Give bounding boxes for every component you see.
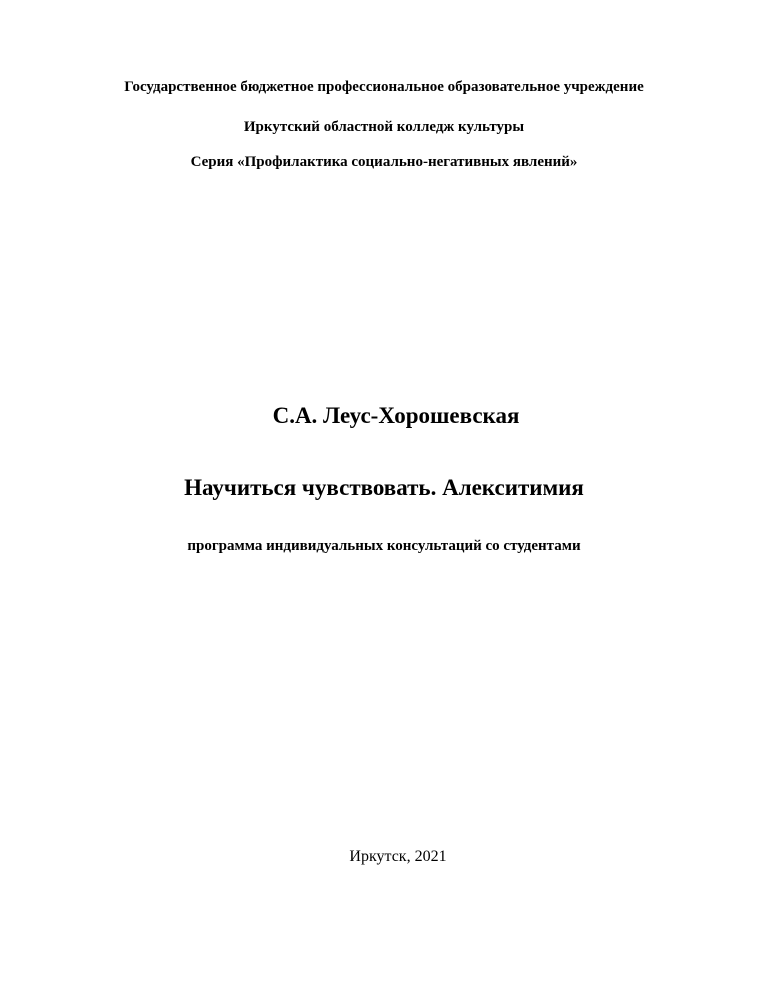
institution-name: Государственное бюджетное профессиональное образовательное учреждение (124, 79, 644, 95)
author-name: С.А. Леус-Хорошевская (272, 403, 520, 428)
document-title: Научиться чувствовать. Алекситимия (184, 475, 584, 500)
series-name: Серия «Профилактика социально-негативных явлений» (190, 154, 578, 170)
document-subtitle: программа индивидуальных консультаций со студентами (187, 538, 581, 554)
college-name: Иркутский областной колледж культуры (243, 119, 525, 135)
place-and-year: Иркутск, 2021 (349, 848, 447, 865)
